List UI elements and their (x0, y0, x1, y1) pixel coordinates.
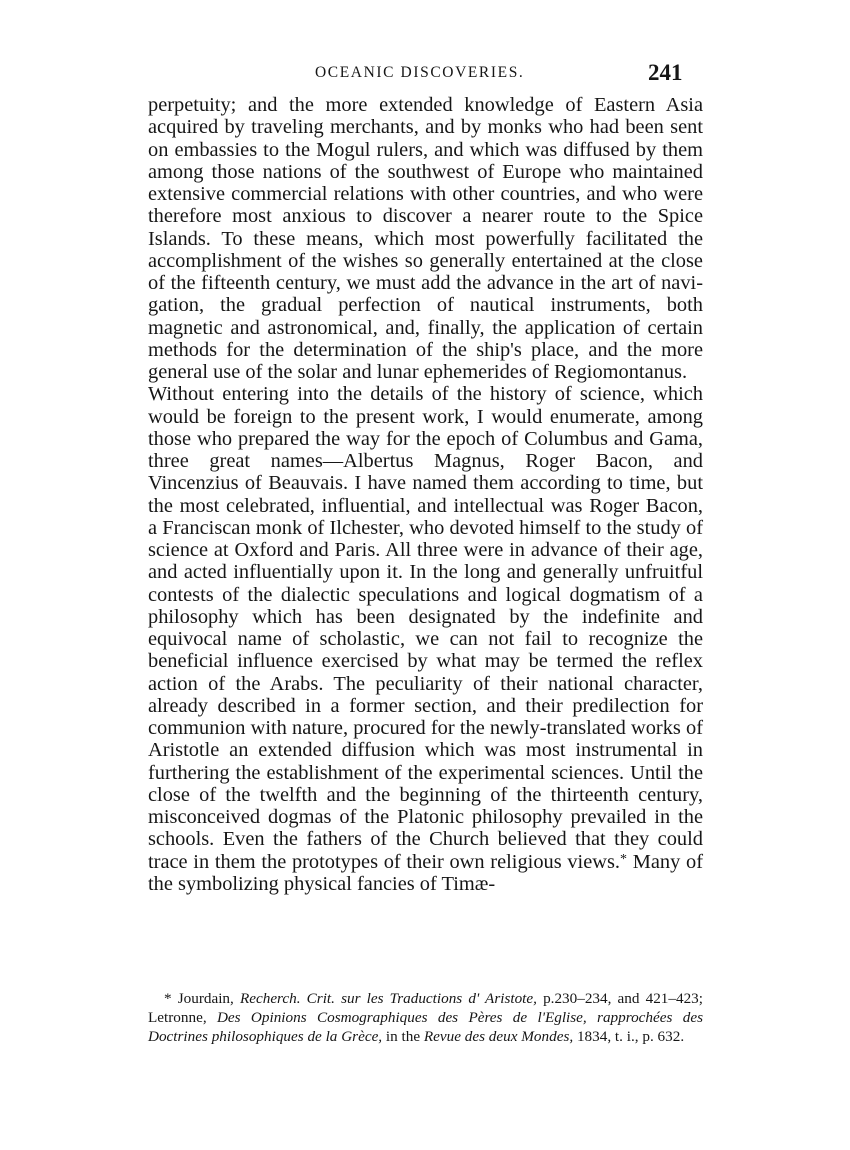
footnote-text-1: Jourdain, (171, 990, 240, 1007)
running-head (0, 62, 850, 88)
footnote (148, 989, 703, 1046)
paragraph-2-text: Without entering into the details of the history of science, which would be foreign to the present work, I would enumerate, among those who prepared the way for the epoch of Columbus and Gama, three great names—Albertus Magnus, Roger Bacon, and Vincenzius of Beauvais. I have named them according to time, but the most celebrated, influential, and intellectual was Roger Bacon, a Franciscan monk of Ilchester, who devoted himself to the study of science at Oxford and Paris. All three were in advance of their age, and acted influentially upon it. In the long and generally unfruitful contests of the dialectic speculations and logical dogmatism of a philosophy which has been designated by the indefinite and equivocal name of scholastic, we can not fail to recognize the beneficial influence exercised by what may be termed the reflex action of the Arabs. The peculiarity of their national character, already described in a former section, and their predilection for communion with nature, procured for the newly-translated works of Aristotle an extended diffusion which was most instrumental in furthering the establishment of the experimental sciences. Until the close of the twelfth and the beginning of the thirteenth century, misconceived dogmas of the Platonic philosophy prevailed in the schools. Even the fathers of the Church believed that they could trace in them the prototypes of their own religious views. (148, 383, 703, 873)
footnote-text-3: in the (382, 1028, 424, 1046)
page-number: 241 (648, 60, 683, 85)
paragraph-1: perpetuity; and the more extended knowledge of Eastern Asia acquired by traveling merchants, and by monks who had been sent on embassies to the Mogul rulers, and which was diffused by them among those nations of the southwest of Europe who maintained extensive commercial relations with other countries, and who were therefore most anxious to discover a nearer route to the Spice Islands. To these means, which most powerfully facilitated the accomplishment of the wishes so generally entertained at the close of the fifteenth century, we must add the advance in the art of navigation, the gradual perfection of nautical instruments, both magnetic and astronomical, and, finally, the application of certain methods for the determination of the ship's place, and the more general use of the solar and lunar ephemerides of Regiomontanus. (148, 94, 703, 383)
footnote-title-1: Recherch. Crit. sur les Traductions d' Aristote, (239, 990, 537, 1007)
body-text (148, 94, 703, 895)
footnote-text-4: 1834, t. i., p. 632. (573, 1028, 685, 1046)
paragraph-2-tail: Many of the symbolizing physical fancies of Timæ- (148, 850, 703, 895)
footnote-title-2: Des Opinions Cosmographiques des Pères de l'Eglise, rapprochées des Doctrines philosophiques de la Grèce, (148, 1009, 703, 1046)
footnote-marker: * (164, 990, 172, 1007)
running-title: OCEANIC DISCOVERIES. (315, 64, 525, 81)
footnote-title-3: Revue des deux Mondes, (423, 1028, 574, 1046)
paragraph-2 (148, 383, 703, 895)
footnote-reference: * (620, 851, 628, 867)
footnote-text-2: p.230–234, and 421–423; Letronne, (148, 990, 703, 1027)
